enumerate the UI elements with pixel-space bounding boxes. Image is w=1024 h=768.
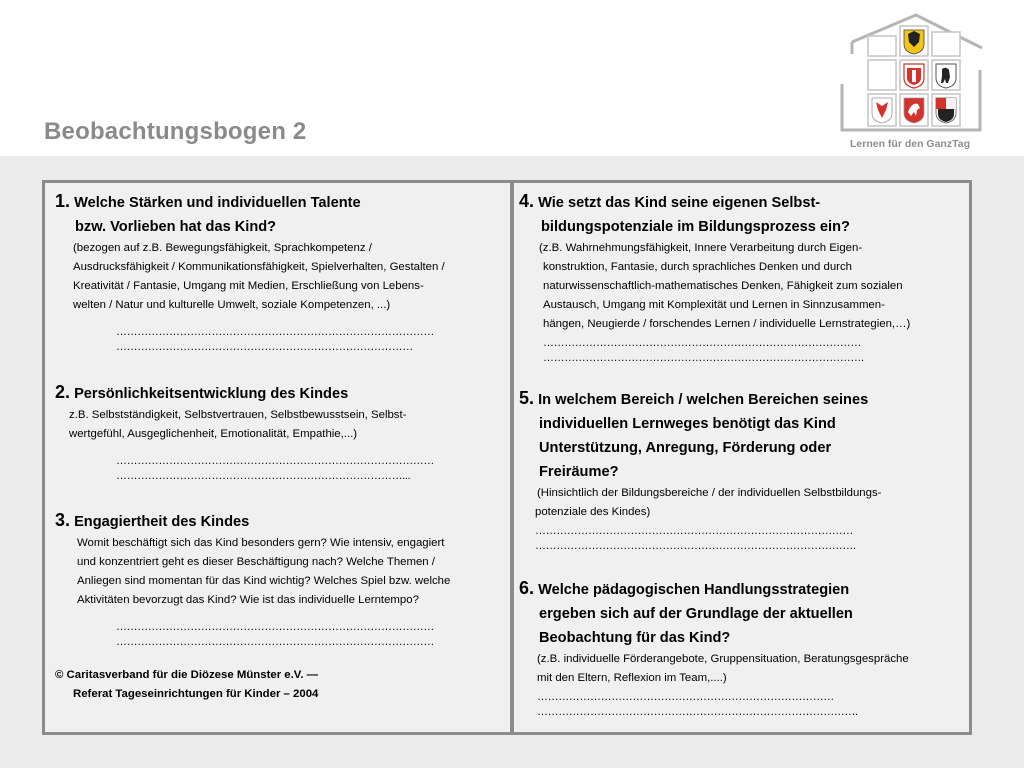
question-1-line1: Welche Stärken und individuellen Talente [74, 195, 361, 211]
left-column [55, 189, 505, 704]
house-logo [836, 12, 986, 154]
answer-line[interactable]: ………………………………………………………………………………. [535, 540, 856, 552]
shield-eagle-icon [872, 98, 892, 123]
copyright-line-1: © Caritasverband für die Diözese Münster e.V. — [55, 669, 319, 681]
question-4-desc-1: (z.B. Wahrnehmungsfähigkeit, Innere Verarbeitung durch Eigen- [539, 242, 863, 254]
answer-line[interactable]: ………………………………………………………………………………. [537, 706, 858, 718]
answer-line[interactable]: ………………………………………………………………………………. [543, 352, 864, 364]
question-5-line2: individuellen Lernweges benötigt das Kind [539, 416, 836, 432]
question-2-number: 2. [55, 382, 71, 402]
question-5-line3: Unterstützung, Anregung, Förderung oder [539, 440, 832, 456]
question-6-desc-1: (z.B. individuelle Förderangebote, Gruppensituation, Beratungsgespräche [537, 653, 909, 665]
question-3 [55, 508, 505, 650]
question-1-desc-2: Ausdrucksfähigkeit / Kommunikationsfähigkeit, Spielverhalten, Gestalten / [73, 261, 445, 273]
question-5-line4: Freiräume? [539, 464, 619, 480]
question-1-line2: bzw. Vorlieben hat das Kind? [75, 219, 277, 235]
questionnaire-frame [42, 180, 972, 735]
shield-berlin-icon [936, 64, 956, 88]
shield-germany-icon [904, 30, 924, 54]
question-5-desc-2: potenziale des Kindes) [535, 506, 651, 518]
answer-line[interactable]: ………………………………………………………………………... [116, 470, 411, 482]
answer-line[interactable]: ………………………………………………………………………… [116, 341, 413, 353]
question-3-line1: Engagiertheit des Kindes [74, 514, 250, 530]
question-1-desc-4: welten / Natur und kulturelle Umwelt, soziale Kompetenzen, ...) [73, 299, 391, 311]
answer-line[interactable]: ………………………………………………………………………… [537, 691, 834, 703]
logo-caption: Lernen für den GanzTag [850, 138, 970, 150]
question-4-desc-5: hängen, Neugierde / forschendes Lernen / individuelle Lernstrategien,…) [543, 318, 911, 330]
question-6-desc-2: mit den Eltern, Reflexion im Team,....) [537, 672, 727, 684]
question-4-line1: Wie setzt das Kind seine eigenen Selbst- [538, 195, 821, 211]
question-4-desc-2: konstruktion, Fantasie, durch sprachliches Denken und durch [543, 261, 852, 273]
shield-rlp-icon [936, 98, 956, 123]
question-4-desc-4: Austausch, Umgang mit Komplexität und Lernen in Sinnzusammen- [543, 299, 885, 311]
question-2-desc-1: z.B. Selbstständigkeit, Selbstvertrauen, Selbstbewusstsein, Selbst- [69, 409, 407, 421]
question-1-desc-1: (bezogen auf z.B. Bewegungsfähigkeit, Sprachkompetenz / [73, 242, 372, 254]
answer-line[interactable]: ……………………………………………………………………………… [116, 326, 435, 338]
question-3-desc-2: und konzentriert geht es dieser Beschäftigung nach? Welche Themen / [77, 556, 435, 568]
right-column [519, 189, 969, 720]
page-title: Beobachtungsbogen 2 [44, 118, 307, 145]
question-4-number: 4. [519, 191, 535, 211]
question-2 [55, 380, 505, 484]
question-4-line2: bildungspotenziale im Bildungsprozess ein? [541, 219, 850, 235]
shield-red-icon [904, 64, 924, 88]
answer-line[interactable]: ……………………………………………………………………………… [116, 636, 435, 648]
answer-line[interactable]: ……………………………………………………………………………… [116, 621, 435, 633]
question-4 [519, 189, 969, 366]
copyright-line-2: Referat Tageseinrichtungen für Kinder – 2004 [73, 688, 319, 700]
column-divider [510, 183, 514, 732]
question-5-desc-1: (Hinsichtlich der Bildungsbereiche / der individuellen Selbstbildungs- [537, 487, 882, 499]
question-5-line1: In welchem Bereich / welchen Bereichen seines [538, 392, 869, 408]
question-3-desc-3: Anliegen sind momentan für das Kind wichtig? Welches Spiel bzw. welche [77, 575, 451, 587]
question-6-number: 6. [519, 578, 535, 598]
copyright-footer [55, 666, 505, 704]
question-2-desc-2: wertgefühl, Ausgeglichenheit, Emotionalität, Empathie,...) [69, 428, 358, 440]
question-6-line2: ergeben sich auf der Grundlage der aktuellen [539, 606, 853, 622]
question-1 [55, 189, 505, 355]
question-6-line1: Welche pädagogischen Handlungsstrategien [538, 582, 850, 598]
answer-line[interactable]: ……………………………………………………………………………… [535, 525, 854, 537]
question-3-number: 3. [55, 510, 71, 530]
question-1-number: 1. [55, 191, 71, 211]
question-5-number: 5. [519, 388, 535, 408]
shield-horse-icon [904, 98, 924, 123]
answer-line[interactable]: ……………………………………………………………………………… [116, 455, 435, 467]
question-6 [519, 576, 969, 720]
answer-line[interactable]: ……………………………………………………………………………… [543, 337, 862, 349]
question-4-desc-3: naturwissenschaftlich-mathematisches Denken, Fähigkeit zum sozialen [543, 280, 903, 292]
question-6-line3: Beobachtung für das Kind? [539, 630, 731, 646]
question-3-desc-4: Aktivitäten bevorzugt das Kind? Wie ist das individuelle Lerntempo? [77, 594, 419, 606]
question-5 [519, 386, 969, 554]
question-2-line1: Persönlichkeitsentwicklung des Kindes [74, 386, 349, 402]
question-3-desc-1: Womit beschäftigt sich das Kind besonders gern? Wie intensiv, engagiert [77, 537, 445, 549]
question-1-desc-3: Kreativität / Fantasie, Umgang mit Medien, Erschließung von Lebens- [73, 280, 424, 292]
